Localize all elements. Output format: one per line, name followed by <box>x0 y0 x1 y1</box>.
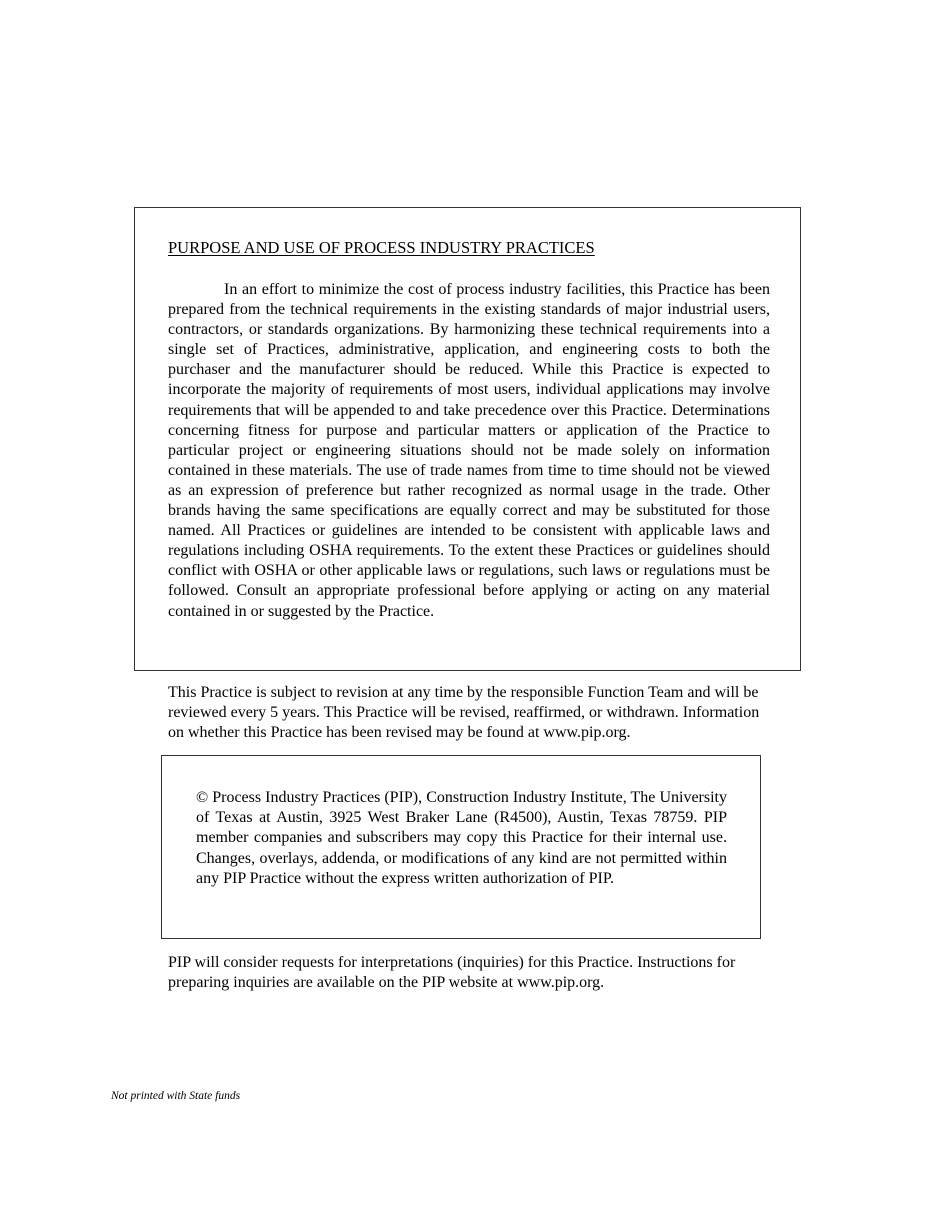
copyright-text: © Process Industry Practices (PIP), Construction Industry Institute, The University of Texas at Austin, 3925 West Braker Lane (R4500), Austin, Texas 78759. PIP member companies and subscribers may copy this Practice for their internal use. Changes, overlays, addenda, or modifications of any kind are not permitted within any PIP Practice without the express written authorization of PIP. <box>196 789 727 887</box>
copyright-box <box>161 755 761 939</box>
inquiries-note: PIP will consider requests for interpretations (inquiries) for this Practice. Instructions for preparing inquiries are available on the PIP website at www.pip.org. <box>168 954 736 991</box>
purpose-body: In an effort to minimize the cost of process industry facilities, this Practice has been prepared from the technical requirements in the existing standards of major industrial users, contractors, or standards organizations. By harmonizing these technical requirements into a single set of Practices, administrative, application, and engineering costs to both the purchaser and the manufacturer should be reduced. While this Practice is expected to incorporate the majority of requirements of most users, individual applications may involve requirements that will be appended to and take precedence over this Practice. Determinations concerning fitness for purpose and particular matters or application of the Practice to particular project or engineering situations should not be made solely on information contained in these materials. The use of trade names from time to time should not be viewed as an expression of preference but rather recognized as normal usage in the trade. Other brands having the same specifications are equally correct and may be substituted for those named. All Practices or guidelines are intended to be consistent with applicable laws and regulations including OSHA requirements. To the extent these Practices or guidelines should conflict with OSHA or other applicable laws or regulations, such laws or regulations must be followed. Consult an appropriate professional before applying or acting on any material contained in or suggested by the Practice. <box>168 281 770 620</box>
footer-note: Not printed with State funds <box>111 1090 241 1102</box>
purpose-title: PURPOSE AND USE OF PROCESS INDUSTRY PRACTICES <box>168 238 595 257</box>
purpose-box <box>134 207 801 671</box>
revision-note: This Practice is subject to revision at any time by the responsible Function Team and will be reviewed every 5 years. This Practice will be revised, reaffirmed, or withdrawn. Information on whether this Practice has been revised may be found at www.pip.org. <box>168 684 760 741</box>
